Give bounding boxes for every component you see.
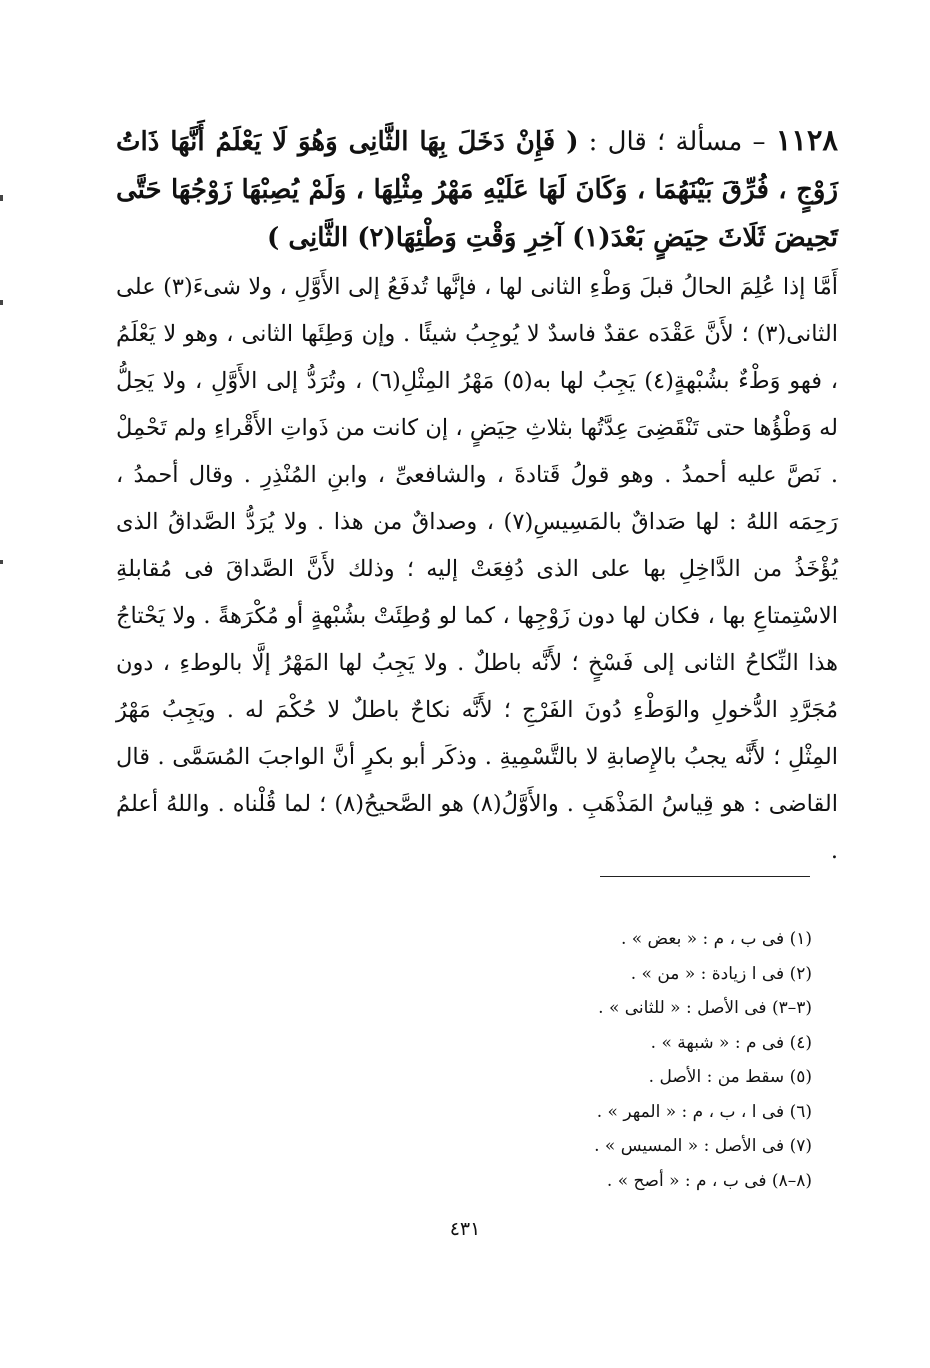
issue-lead: – مسألة ؛ قال :	[588, 127, 766, 157]
page-number: ٤٣١	[449, 1218, 481, 1240]
issue-heading	[116, 116, 838, 262]
footnote-item: (٣–٣) فى الأصل : « للثانى » .	[598, 998, 812, 1018]
issue-number: ١١٢٨	[775, 123, 838, 157]
footnote-item: (٥) سقط من : الأصل .	[648, 1067, 812, 1087]
footnote-item: (٦) فى ا ، ب ، م : « المهر » .	[596, 1101, 812, 1122]
footnote-item: (٧) فى الأصل : « المسيس » .	[594, 1136, 812, 1156]
quoted-text: ( فَإِنْ دَخَلَ بِهَا الثَّانِى وَهُوَ لَا يَعْلَمُ أَنَّهَا ذَاتُ زَوْجٍ ، فُرِّقَ بَيْنَهُمَا ، وَكَانَ لَهَا عَلَيْهِ مَهْرُ مِثْلِهَا ، وَلَمْ يُصِبْهَا زَوْجُهَا حَتَّى تَحِيضَ ثَلَاثَ حِيَضٍ بَعْدَ(١) آخِرِ وَقْتِ وَطْئِهَا(٢) الثَّانِى )	[116, 127, 838, 253]
footnotes-list	[300, 922, 812, 1198]
scan-edge-mark	[0, 560, 3, 564]
footnote-divider	[600, 876, 810, 877]
footnote-item: (٨–٨) فى ب ، م : « أصح » .	[606, 1170, 812, 1191]
footnote-item: (٤) فى م : « شبهة » .	[650, 1032, 812, 1053]
footnote-item: (٢) فى ا زيادة : « من » .	[630, 963, 812, 984]
commentary-paragraph: أَمَّا إذا عُلِمَ الحالُ قبلَ وَطْءِ الثانى لها ، فإنَّها تُدفَعُ إلى الأَوَّلِ ، ولا شىءَ(٣) على الثانى(٣) ؛ لأَنَّ عَقْدَه عقدٌ فاسدٌ لا يُوجِبُ شيئًا . وإن وَطِئَها الثانى ، وهو لا يَعْلَمُ ، فهو وَطْءٌ بشُبْهةٍ(٤) يَجِبُ لها به(٥) مَهْرُ المِثْلِ(٦) ، وتُرَدُّ إلى الأَوَّلِ ، ولا يَحِلُّ له وَطْؤُها حتى تَنْقَضِىَ عِدَّتُها بثلاثِ حِيَضٍ ، إن كانت من ذَواتِ الأَقْراءِ ولم تَحْمِلْ . نَصَّ عليه أحمدُ . وهو قولُ قَتادةَ ، والشافعىِّ ، وابنِ المُنْذِرِ . وقال أحمدُ ، رَحِمَه اللهُ : لها صَداقٌ بالمَسِيسِ(٧) ، وصداقٌ من هذا . ولا يُرَدُّ الصَّداقُ الذى يُؤْخَذُ من الدَّاخِلِ بها على الذى دُفِعَتْ إليه ؛ وذلك لأَنَّ الصَّداقَ فى مُقابلةِ الاسْتِمتاعِ بها ، فكان لها دون زَوْجِها ، كما لو وُطِئَتْ بشُبْهةٍ أو مُكْرَهةً . ولا يَحْتاجُ هذا النِّكاحُ الثانى إلى فَسْخٍ ؛ لأَنَّه باطلٌ . ولا يَجِبُ لها المَهْرُ إلَّا بالوطءِ ، دون مُجَرَّدِ الدُّخولِ والوَطْءِ دُونَ الفَرْجِ ؛ لأَنَّه نكاحٌ باطلٌ لا حُكْمَ له . ويَجِبُ مَهْرُ المِثْلِ ؛ لأَنَّه يجبُ بالإِصابةِ لا بالتَّسْمِيةِ . وذكَر أبو بكرٍ أنَّ الواجبَ المُسَمَّى . قال القاضى : هو قِياسُ المَذْهَبِ . والأَوَّلُ(٨) هو الصَّحيحُ(٨) ؛ لما قُلْناه . واللهُ أعلمُ .	[116, 274, 838, 864]
scan-edge-mark	[0, 195, 3, 201]
footnote-item: (١) فى ب ، م : « بعض » .	[620, 929, 812, 949]
scan-edge-mark	[0, 300, 3, 305]
